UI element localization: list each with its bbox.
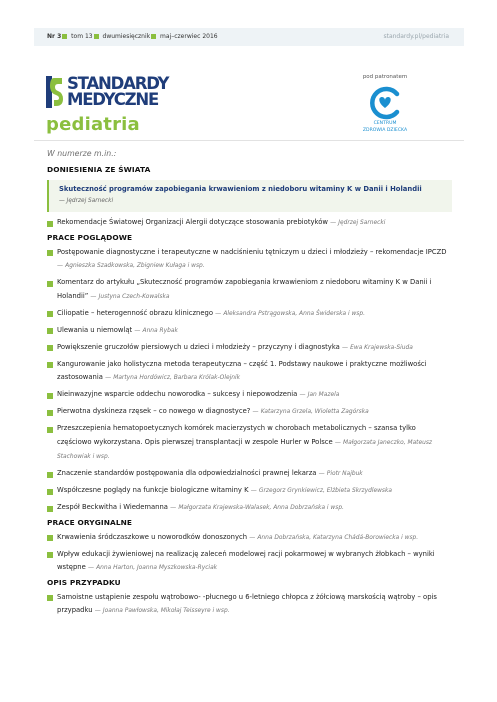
article-title: Zespół Beckwitha i Wiedemanna [57,503,168,511]
list-item[interactable]: Pierwotna dyskineza rzęsek – co nowego w diagnostyce? — Katarzyna Grzela, Wioletta Zagórska [47,405,452,420]
list-item[interactable]: Kangurowanie jako holistyczna metoda terapeutyczna – część 1. Podstawy naukowe i praktyczne możliwości zastosowania — Martyna Hordówicz, Barbara Królak-Olejnik [47,358,452,386]
list-item[interactable]: Powiększenie gruczołów piersiowych u dzieci i młodzieży – przyczyny i diagnostyka — Ewa Krajewska-Siuda [47,341,452,356]
article-authors: Justyna Czech-Kowalska [98,293,170,300]
table-of-contents [47,165,452,619]
bullet-square-icon [47,328,53,334]
bullet-square-icon [47,472,53,478]
journal-section-title: pediatria [46,114,140,135]
article-authors: Aleksandra Pstrągowska, Anna Świderska i wsp. [223,310,365,317]
article-authors: Jędrzej Sarnecki [338,220,386,226]
list-item[interactable]: Wpływ edukacji żywieniowej na realizację zaleceń modelowej racji pokarmowej w wybranych żłobkach – wyniki wstępne — Anna Harton, Joanna Myszkowska-Ryciak [47,548,452,576]
article-authors: Anna Dobrzańska, Katarzyna Chádá-Borowiecka i wsp. [257,534,419,541]
header-divider [34,140,464,141]
list-item[interactable]: Samoistne ustąpienie zespołu wątrobowo- -płucnego u 6-letniego chłopca z żółciową marskością wątroby – opis przypadku — Joanna Pawłowska, Mikołaj Teisseyre i wsp. [47,591,452,619]
featured-article-title: Skuteczność programów zapobiegania krwawieniom z niedoboru witaminy K w Danii i Holandii [59,185,422,193]
article-authors: Anna Harton, Joanna Myszkowska-Ryciak [96,565,218,571]
article-authors: Anna Rybak [142,327,178,334]
article-authors: Małgorzata Janeczko, Mateusz Stachowiak i wsp. [57,439,433,460]
article-authors: Jan Mazela [307,392,340,398]
article-title: Współczesne poglądy na funkcje biologiczne witaminy K [57,486,249,494]
list-item[interactable]: Znaczenie standardów postępowania dla odpowiedzialności prawnej lekarza — Piotr Najbuk [47,467,452,482]
issue-period: maj–czerwiec 2016 [160,33,218,40]
article-title: Znaczenie standardów postępowania dla odpowiedzialności prawnej lekarza [57,469,317,477]
section-heading: OPIS PRZYPADKU [47,578,121,587]
list-item[interactable]: Współczesne poglądy na funkcje biologiczne witaminy K — Grzegorz Grynkiewicz, Elżbieta Skrzydlewska [47,484,452,499]
bullet-square-icon [151,34,156,39]
bullet-square-icon [47,552,53,558]
article-title: Samoistne ustąpienie zespołu wątrobowo- -płucnego u 6-letniego chłopca z żółciową marskością wątroby – opis przypadku [57,592,437,614]
logo-mark-icon [46,76,64,108]
brand-line-1: STANDARDY [67,74,169,93]
patronage-org-line-1: CENTRUM [373,121,397,126]
article-authors: Agnieszka Szadkowska, Zbigniew Kułaga i wsp. [65,263,205,269]
article-title: Kangurowanie jako holistyczna metoda terapeutyczna – część 1. Podstawy naukowe i praktyczne możliwości zastosowania [57,359,427,381]
standardy-medyczne-logo [46,76,196,108]
bullet-square-icon [47,311,53,317]
article-title: Pierwotna dyskineza rzęsek – co nowego w diagnostyce? [57,407,251,415]
patronage-label: pod patronatem [362,74,408,80]
heart-c-logo-icon [368,86,402,120]
bullet-square-icon [94,34,99,39]
bullet-square-icon [62,34,67,39]
article-authors: Joanna Pawłowska, Mikołaj Teisseyre i wsp. [102,608,230,614]
list-item[interactable]: Postępowanie diagnostyczne i terapeutyczne w nadciśnieniu tętniczym u dzieci i młodzieży – rekomendacje IPCZD — Agnieszka Szadkowska, Zbigniew Kułaga i wsp. [47,246,452,274]
bullet-square-icon [47,489,53,495]
article-authors: Grzegorz Grynkiewicz, Elżbieta Skrzydlewska [258,488,393,494]
article-title: Powiększenie gruczołów piersiowych u dzieci i młodzieży – przyczyny i diagnostyka [57,342,340,351]
bullet-square-icon [47,595,53,601]
contents-intro: W numerze m.in.: [47,149,117,158]
bullet-square-icon [47,410,53,416]
bullet-square-icon [47,506,53,512]
issue-bar [34,28,464,46]
article-authors: Katarzyna Grzela, Wioletta Zagórska [260,409,369,415]
featured-article-authors: — Jędrzej Sarnecki [59,198,114,204]
article-title: Ciliopatie – heterogenność obrazu klinicznego [57,308,213,317]
section-heading: DONIESIENIA ZE ŚWIATA [47,165,151,174]
article-title: Ulewania u niemowląt [57,325,133,334]
article-authors: Ewa Krajewska-Siuda [350,344,413,351]
article-authors: Małgorzata Krajewska-Walasek, Anna Dobrzańska i wsp. [178,505,344,511]
bullet-square-icon [47,393,53,399]
list-item[interactable]: Komentarz do artykułu „Skuteczność programów zapobiegania krwawieniom z niedoboru witaminy K w Danii i Holandii” — Justyna Czech-Kowalska [47,276,452,304]
article-title: Wpływ edukacji żywieniowej na realizację zaleceń modelowej racji pokarmowej w wybranych żłobkach – wyniki wstępne [57,549,435,571]
article-title: Rekomendacje Światowej Organizacji Alergii dotyczące stosowania prebiotyków [57,218,328,226]
article-title: Postępowanie diagnostyczne i terapeutyczne w nadciśnieniu tętniczym u dzieci i młodzieży – rekomendacje IPCZD [57,247,447,256]
article-title: Komentarz do artykułu „Skuteczność programów zapobiegania krwawieniom z niedoboru witaminy K w Danii i Holandii” [57,278,432,300]
patronage-org-line-2: ZDROWIA DZIECKA [362,128,408,133]
bullet-square-icon [47,281,53,287]
site-url[interactable]: standardy.pl/pediatria [383,33,449,40]
bullet-square-icon [47,250,53,256]
issue-frequency: dwumiesięcznik [102,33,151,40]
bullet-square-icon [47,427,53,433]
issue-number: Nr 3 [47,33,62,40]
article-authors: Piotr Najbuk [326,471,363,477]
bullet-square-icon [47,221,53,227]
list-item[interactable]: Nieinwazyjne wsparcie oddechu noworodka – sukcesy i niepowodzenia — Jan Mazela [47,388,452,403]
list-item[interactable]: Krwawienia śródczaszkowe u noworodków donoszonych — Anna Dobrzańska, Katarzyna Chádá-Borowiecka i wsp. [47,531,452,546]
section-heading: PRACE ORYGINALNE [47,518,133,527]
bullet-square-icon [47,535,53,541]
issue-info [47,33,218,40]
bullet-square-icon [47,362,53,368]
list-item[interactable]: Rekomendacje Światowej Organizacji Alergii dotyczące stosowania prebiotyków — Jędrzej Sarnecki [47,216,452,231]
article-title: Krwawienia śródczaszkowe u noworodków donoszonych [57,532,248,541]
list-item[interactable]: Zespół Beckwitha i Wiedemanna — Małgorzata Krajewska-Walasek, Anna Dobrzańska i wsp. [47,501,452,516]
article-authors: Martyna Hordówicz, Barbara Królak-Olejnik [113,375,241,381]
featured-article[interactable] [47,180,452,212]
list-item[interactable]: Ulewania u niemowląt — Anna Rybak [47,324,452,339]
section-heading: PRACE POGLĄDOWE [47,233,133,242]
issue-volume: tom 13 [71,33,93,40]
list-item[interactable]: Przeszczepienia hematopoetycznych komórek macierzystych w chorobach metabolicznych – szansa tylko częściowo wykorzystana. Opis pierwszej transplantacji w zespole Hurler w Polsce — Małgorzata Janeczko, Mateusz Stachowiak i wsp. [47,422,452,465]
article-title: Przeszczepienia hematopoetycznych komórek macierzystych w chorobach metabolicznych – szansa tylko częściowo wykorzystana. Opis pierwszej transplantacji w zespole Hurler w Polsce [57,424,416,446]
patronage-block [355,74,415,134]
brand-line-2: MEDYCZNE [67,90,159,109]
list-item[interactable]: Ciliopatie – heterogenność obrazu klinicznego — Aleksandra Pstrągowska, Anna Świderska i wsp. [47,307,452,322]
article-title: Nieinwazyjne wsparcie oddechu noworodka – sukcesy i niepowodzenia [57,390,298,398]
bullet-square-icon [47,345,53,351]
